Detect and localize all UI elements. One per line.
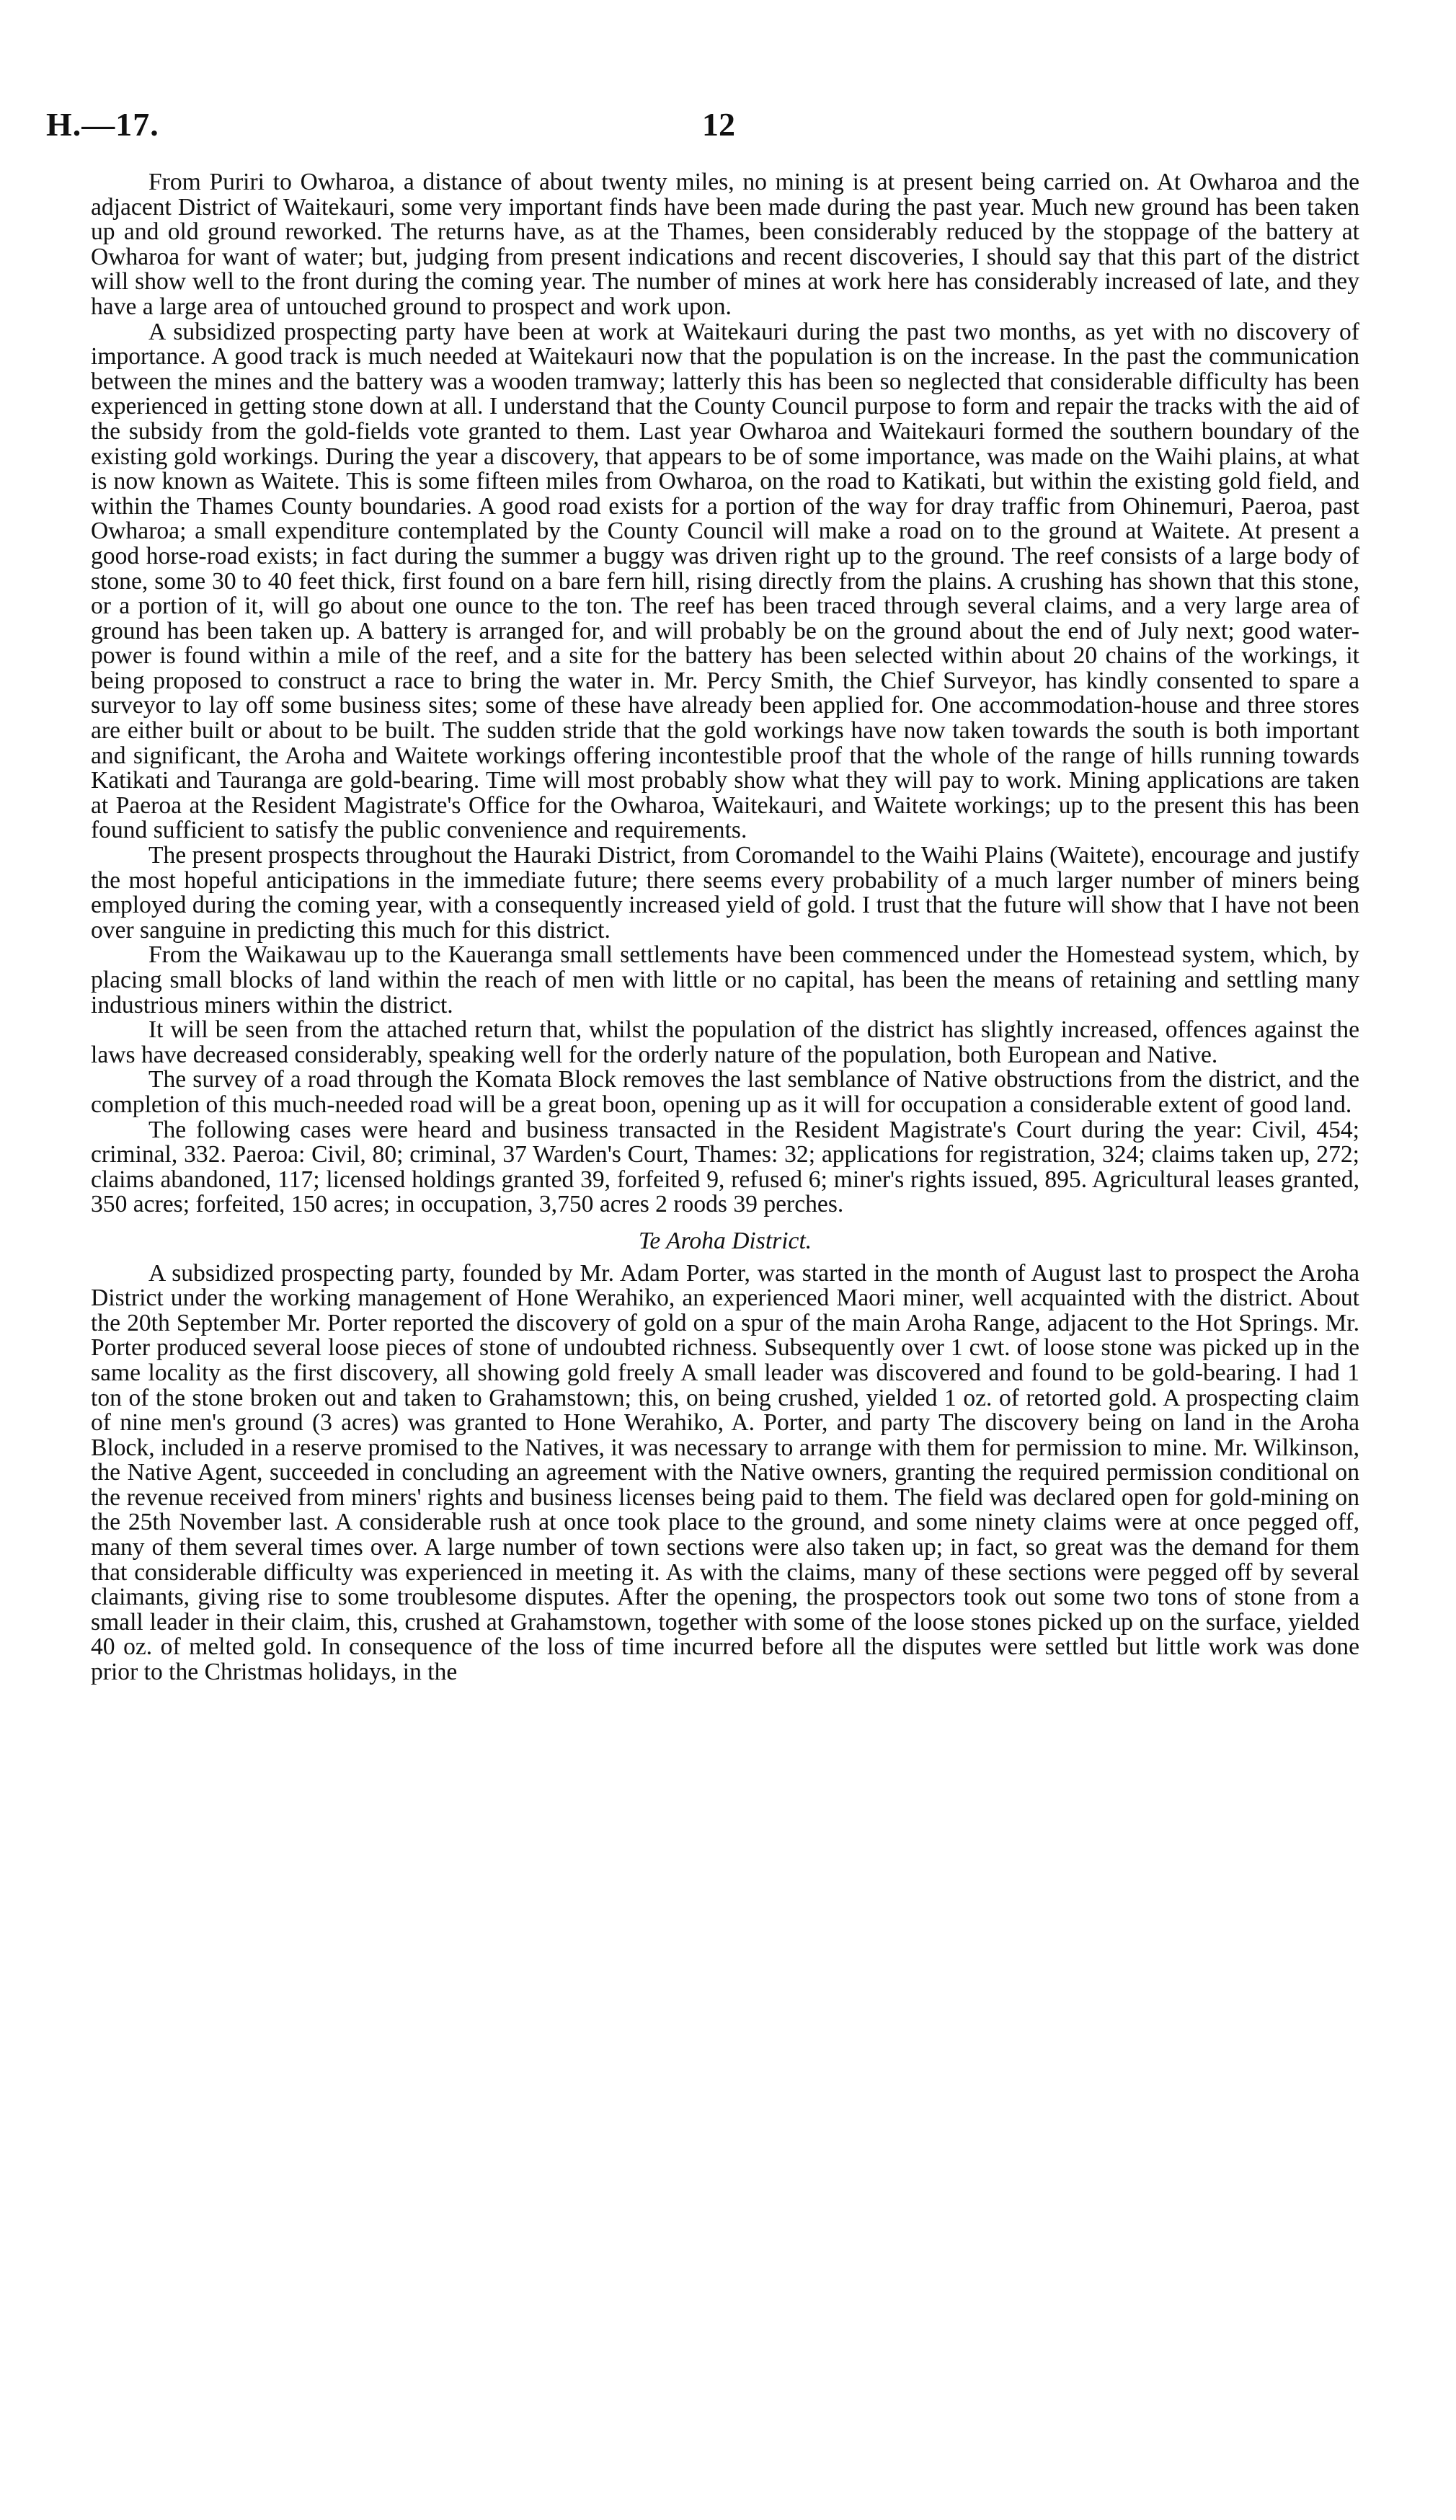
paragraph: From the Waikawau up to the Kaueranga small settlements have been commenced under the Homestead system, which, by placing small blocks of land within the reach of men with little or no capital, has been the means of retaining and settling many industrious miners within the district. [91, 941, 1359, 1019]
page-number: 12 [702, 106, 735, 143]
paragraph: The following cases were heard and business transacted in the Resident Magistrate's Court during the year: Civil, 454; criminal, 332. Paeroa: Civil, 80; criminal, 37 Warden's Court, Thames: 32; applications for registration, 324; claims taken up, 272; claims abandoned, 117; licensed holdings granted 39, forfeited 9, refused 6; miner's rights issued, 895. Agricultural leases granted, 350 acres; forfeited, 150 acres; in occupation, 3,750 acres 2 roods 39 perches. [91, 1116, 1359, 1218]
section-heading: Te Aroha District. [638, 1227, 812, 1254]
paragraph: A subsidized prospecting party have been at work at Waitekauri during the past two months, as yet with no discovery of importance. A good track is much needed at Waitekauri now that the population is on the increase. In the past the communication between the mines and the battery was a wooden tramway; latterly this has been so neglected that considerable difficulty has been experienced in getting stone down at all. I understand that the County Council purpose to form and repair the tracks with the aid of the subsidy from the gold-fields vote granted to them. Last year Owharoa and Waitekauri formed the southern boundary of the existing gold workings. During the year a discovery, that appears to be of some importance, was made on the Waihi plains, at what is now known as Waitete. This is some fifteen miles from Owharoa, on the road to Katikati, but within the existing gold field, and within the Thames County boundaries. A good road exists for a portion of the way for dray traffic from Ohinemuri, Paeroa, past Owharoa; a small expenditure contemplated by the County Council will make a road on to the ground at Waitete. At present a good horse-road exists; in fact during the summer a buggy was driven right up to the ground. The reef consists of a large body of stone, some 30 to 40 feet thick, first found on a bare fern hill, rising directly from the plains. A crushing has shown that this stone, or a portion of it, will go about one ounce to the ton. The reef has been traced through several claims, and a very large area of ground has been taken up. A battery is arranged for, and will probably be on the ground about the end of July next; good water-power is found within a mile of the reef, and a site for the battery has been selected within about 20 chains of the workings, it being proposed to construct a race to bring the water in. Mr. Percy Smith, the Chief Surveyor, has kindly consented to spare a surveyor to lay off some business sites; some of these have already been applied for. One accommodation-house and three stores are either built or about to be built. The sudden stride that the gold workings have now taken towards the south is both important and significant, the Aroha and Waitete workings offering incontestible proof that the whole of the range of hills running towards Katikati and Tauranga are gold-bearing. Time will most probably show what they will pay to work. Mining applications are taken at Paeroa at the Resident Magistrate's Office for the Owharoa, Waitekauri, and Waitete workings; up to the present this has been found sufficient to satisfy the public convenience and requirements. [91, 318, 1359, 844]
paragraph: A subsidized prospecting party, founded by Mr. Adam Porter, was started in the month of August last to prospect the Aroha District under the working management of Hone Werahiko, an experienced Maori miner, well acquainted with the district. About the 20th September Mr. Porter reported the discovery of gold on a spur of the main Aroha Range, adjacent to the Hot Springs. Mr. Porter produced several loose pieces of stone of undoubted richness. Subsequently over 1 cwt. of loose stone was picked up in the same locality as the first discovery, all showing gold freely A small leader was discovered and found to be gold-bearing. I had 1 ton of the stone broken out and taken to Grahamstown; this, on being crushed, yielded 1 oz. of retorted gold. A prospecting claim of nine men's ground (3 acres) was granted to Hone Werahiko, A. Porter, and party The discovery being on land in the Aroha Block, included in a reserve promised to the Natives, it was necessary to arrange with them for permission to mine. Mr. Wilkinson, the Native Agent, succeeded in concluding an agreement with the Native owners, granting the required permission conditional on the revenue received from miners' rights and business licenses being paid to them. The field was declared open for gold-mining on the 25th November last. A considerable rush at once took place to the ground, and some ninety claims were at once pegged off, many of them several times over. A large number of town sections were also taken up; in fact, so great was the demand for them that considerable difficulty was experienced in meeting it. As with the claims, many of these sections were pegged off by several claimants, giving rise to some troublesome disputes. After the opening, the prospectors took out some two tons of stone from a small leader in their claim, this, crushed at Grahamstown, together with some of the loose stones picked up on the surface, yielded 40 oz. of melted gold. In consequence of the loss of time incurred before all the disputes were settled but little work was done prior to the Christmas holidays, in the [91, 1259, 1359, 1686]
document-code: H.—17. [46, 106, 159, 143]
paragraph: It will be seen from the attached return that, whilst the population of the district has slightly increased, offences against the laws have decreased considerably, speaking well for the orderly nature of the population, both European and Native. [91, 1016, 1359, 1068]
paragraph: The survey of a road through the Komata Block removes the last semblance of Native obstructions from the district, and the completion of this much-needed road will be a great boon, opening up as it will for occupation a considerable extent of good land. [91, 1066, 1359, 1118]
paragraph: From Puriri to Owharoa, a distance of about twenty miles, no mining is at present being carried on. At Owharoa and the adjacent District of Waitekauri, some very important finds have been made during the past year. Much new ground has been taken up and old ground reworked. The returns have, as at the Thames, been considerably reduced by the stoppage of the battery at Owharoa for want of water; but, judging from present indications and recent discoveries, I should say that this part of the district will show well to the front during the coming year. The number of mines at work here has considerably increased of late, and they have a large area of untouched ground to prospect and work upon. [91, 169, 1359, 320]
page-header [46, 105, 1358, 148]
paragraph: The present prospects throughout the Hauraki District, from Coromandel to the Waihi Plains (Waitete), encourage and justify the most hopeful anticipations in the immediate future; there seems every probability of a much larger number of miners being employed during the coming year, with a consequently increased yield of gold. I trust that the future will show that I have not been over sanguine in predicting this much for this district. [91, 842, 1359, 944]
body-text [91, 170, 1359, 1685]
